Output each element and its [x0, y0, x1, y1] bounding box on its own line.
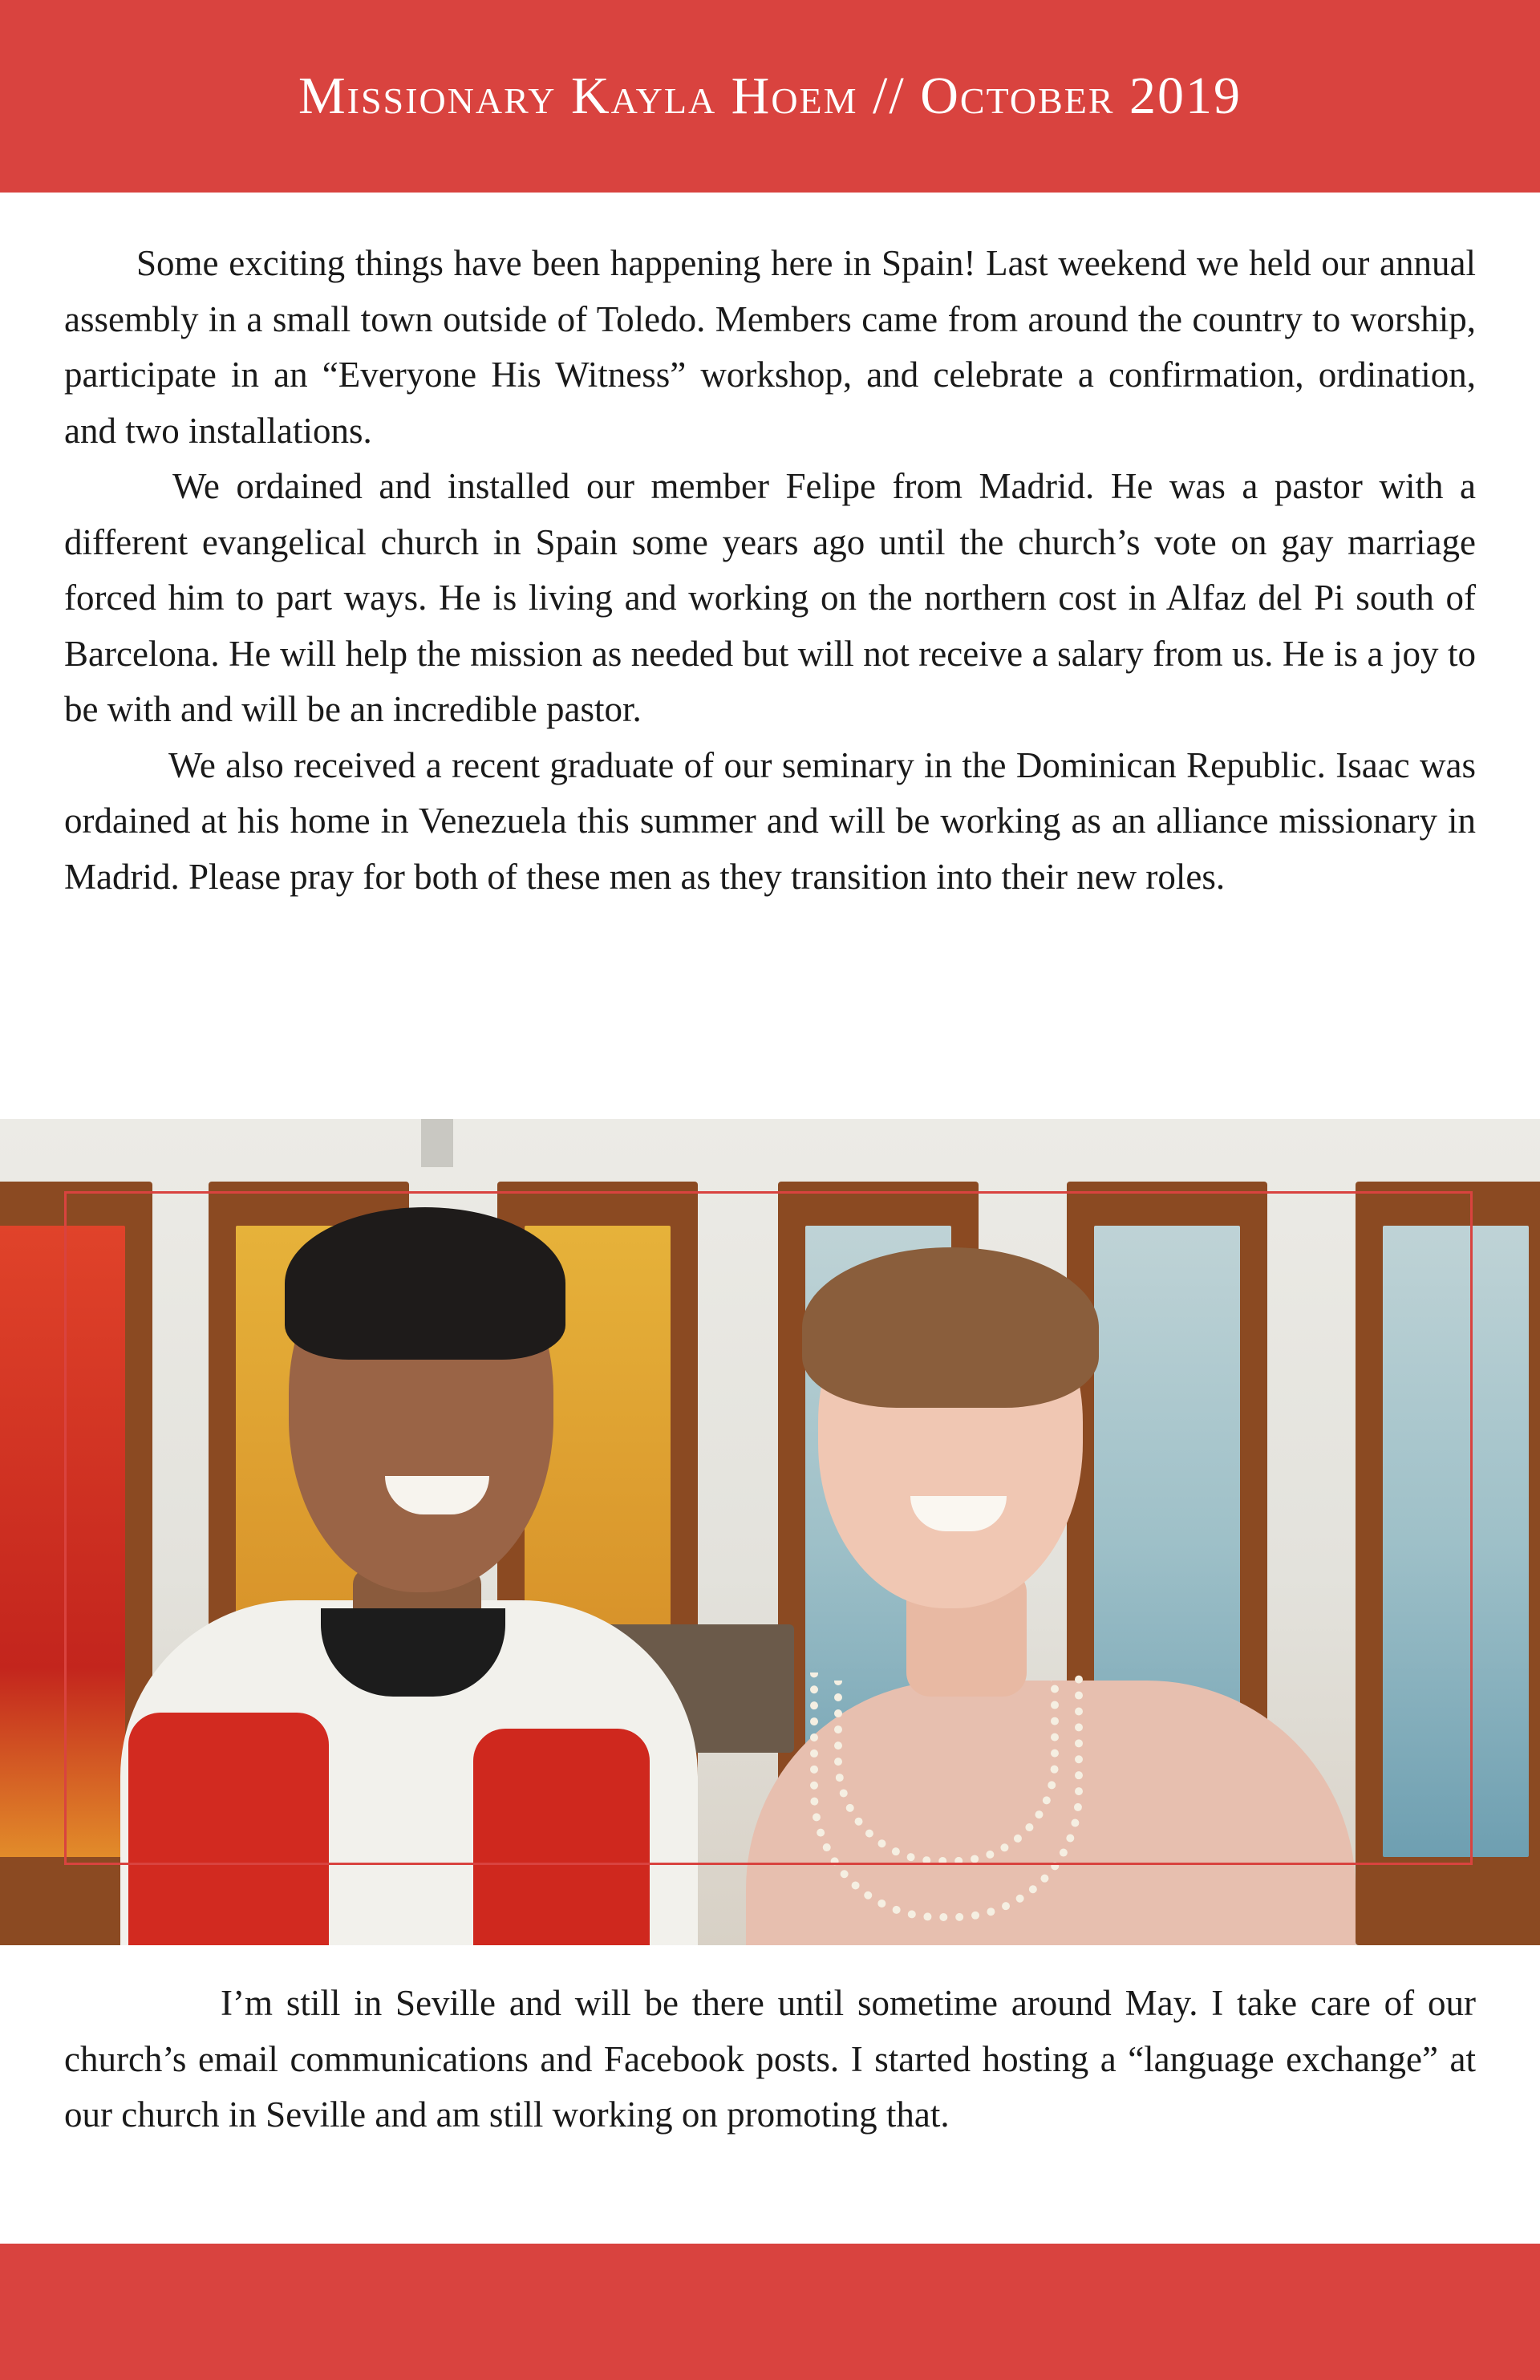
outro-text — [64, 1976, 1476, 2143]
photo-isaac-and-kayla — [0, 1119, 1540, 1945]
ceiling-beam — [421, 1119, 453, 1167]
footer-band — [0, 2244, 1540, 2380]
intro-text — [64, 236, 1476, 905]
photo-frame-border — [64, 1191, 1473, 1865]
paragraph-felipe: We ordained and installed our member Felipe from Madrid. He was a pastor with a different evangelical church in Spain some years ago until the church’s vote on gay marriage forced him to part ways. He is living and working on the northern cost in Alfaz del Pi south of Barcelona. He will help the mission as needed but will not receive a salary from us. He is a joy to be with and will be an incredible pastor. — [64, 466, 1476, 729]
paragraph-assembly: Some exciting things have been happening here in Spain! Last weekend we held our annual assembly in a small town outside of Toledo. Members came from around the country to worship, participate in an “Everyone His Witness” workshop, and celebrate a confirmation, ordination, and two installations. — [64, 243, 1476, 451]
header-band — [0, 0, 1540, 193]
paragraph-seville: I’m still in Seville and will be there until sometime around May. I take care of our church’s email communications and Facebook posts. I started hosting a “language exchange” at our church in Seville and am still working on promoting that. — [64, 1983, 1476, 2135]
paragraph-isaac: We also received a recent graduate of our seminary in the Dominican Republic. Isaac was ordained at his home in Venezuela this summer and will be working as an alliance missionary in Madrid. Please pray for both of these men as they transition into their new roles. — [64, 744, 1476, 897]
page-title: Missionary Kayla Hoem // October 2019 — [298, 67, 1242, 125]
